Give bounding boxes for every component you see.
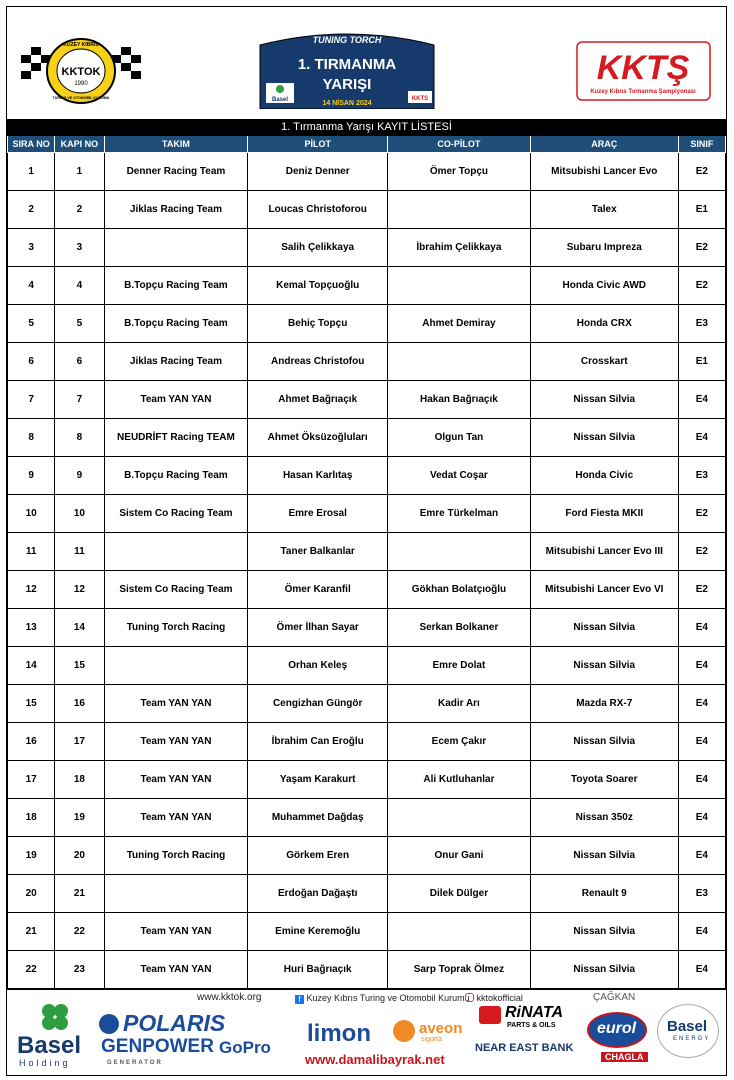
cell-sira: 8	[8, 418, 55, 456]
cell-copilot	[388, 532, 531, 570]
cell-arac: Nissan Silvia	[530, 950, 678, 988]
cell-arac: Nissan 350z	[530, 798, 678, 836]
cell-sinif: E4	[678, 380, 725, 418]
table-row	[8, 760, 726, 798]
sponsor-eurol: eurol	[597, 1020, 637, 1037]
facebook-text: Kuzey Kıbrıs Turing ve Otomobil Kurumu	[306, 993, 470, 1003]
cell-arac: Nissan Silvia	[530, 836, 678, 874]
table-row	[8, 950, 726, 988]
cell-arac: Mitsubishi Lancer Evo VI	[530, 570, 678, 608]
cell-sira: 6	[8, 342, 55, 380]
cell-pilot: Muhammet Dağdaş	[248, 798, 388, 836]
cell-sinif: E4	[678, 684, 725, 722]
cell-takim: Team YAN YAN	[104, 798, 248, 836]
event-title-line1: 1. TIRMANMA	[297, 56, 397, 73]
column-header-sinif: SINIF	[678, 136, 725, 152]
table-row	[8, 532, 726, 570]
cell-pilot: Huri Bağrıaçık	[248, 950, 388, 988]
table-row	[8, 456, 726, 494]
sponsor-neareast: NEAR EAST BANK	[475, 1042, 574, 1054]
cell-copilot: Olgun Tan	[388, 418, 531, 456]
sponsor-rinata-sub: PARTS & OILS	[507, 1022, 556, 1029]
cell-arac: Ford Fiesta MKII	[530, 494, 678, 532]
sponsor-basel-holding: Basel	[17, 1032, 82, 1059]
cell-kapi: 10	[55, 494, 104, 532]
cell-arac: Renault 9	[530, 874, 678, 912]
table-row	[8, 418, 726, 456]
cell-sira: 21	[8, 912, 55, 950]
cell-copilot: Ali Kutluhanlar	[388, 760, 531, 798]
cell-arac: Nissan Silvia	[530, 418, 678, 456]
table-row	[8, 912, 726, 950]
table-row	[8, 798, 726, 836]
cell-pilot: Loucas Christoforou	[248, 190, 388, 228]
table-row	[8, 152, 726, 190]
kkts-name: KKTŞ	[596, 49, 690, 87]
sponsor-gopro: GoPro	[219, 1038, 271, 1057]
cell-takim: Jiklas Racing Team	[104, 342, 248, 380]
cell-arac: Honda Civic AWD	[530, 266, 678, 304]
table-row	[8, 570, 726, 608]
column-header-pilot: PİLOT	[248, 136, 388, 152]
cell-kapi: 3	[55, 228, 104, 266]
cell-sinif: E4	[678, 608, 725, 646]
cell-sinif: E2	[678, 152, 725, 190]
cell-sira: 14	[8, 646, 55, 684]
cell-copilot: Vedat Coşar	[388, 456, 531, 494]
cell-arac: Mitsubishi Lancer Evo III	[530, 532, 678, 570]
cell-sinif: E2	[678, 570, 725, 608]
table-row	[8, 722, 726, 760]
cell-pilot: Andreas Christofou	[248, 342, 388, 380]
cell-kapi: 9	[55, 456, 104, 494]
cell-pilot: Kemal Topçuoğlu	[248, 266, 388, 304]
cell-takim: Denner Racing Team	[104, 152, 248, 190]
cell-copilot: Sarp Toprak Ölmez	[388, 950, 531, 988]
cell-sira: 22	[8, 950, 55, 988]
cell-sinif: E4	[678, 646, 725, 684]
cell-pilot: Ömer İlhan Sayar	[248, 608, 388, 646]
cell-sira: 12	[8, 570, 55, 608]
cell-kapi: 6	[55, 342, 104, 380]
cell-sinif: E4	[678, 836, 725, 874]
cell-pilot: Orhan Keleş	[248, 646, 388, 684]
cell-copilot: Hakan Bağrıaçık	[388, 380, 531, 418]
cell-takim: Team YAN YAN	[104, 912, 248, 950]
document-header	[7, 7, 726, 119]
event-brand: TUNING TORCH	[312, 35, 382, 45]
cell-copilot	[388, 266, 531, 304]
cell-pilot: Yaşam Karakurt	[248, 760, 388, 798]
cell-sinif: E4	[678, 760, 725, 798]
cell-sira: 3	[8, 228, 55, 266]
cell-arac: Crosskart	[530, 342, 678, 380]
cell-pilot: Ahmet Bağrıaçık	[248, 380, 388, 418]
cell-copilot: Emre Dolat	[388, 646, 531, 684]
cell-pilot: Erdoğan Dağaştı	[248, 874, 388, 912]
cell-arac: Honda Civic	[530, 456, 678, 494]
sponsor-chagla: CHAGLA	[601, 1052, 648, 1062]
cell-kapi: 11	[55, 532, 104, 570]
cell-takim: NEUDRİFT Racing TEAM	[104, 418, 248, 456]
entry-list-document	[6, 6, 727, 990]
cell-pilot: Hasan Karlıtaş	[248, 456, 388, 494]
cell-kapi: 23	[55, 950, 104, 988]
cell-sira: 4	[8, 266, 55, 304]
rinata-logo-icon	[479, 1006, 501, 1024]
clover-icon	[276, 85, 284, 93]
table-body	[8, 152, 726, 988]
sponsor-genpower: GENPOWER	[101, 1036, 214, 1057]
sponsor-basel-energy: Basel	[667, 1018, 708, 1035]
polaris-star-icon	[99, 1014, 119, 1034]
cell-sira: 19	[8, 836, 55, 874]
cell-takim: B.Topçu Racing Team	[104, 266, 248, 304]
sponsor-basel-energy-sub: ENERGY	[673, 1036, 711, 1042]
kktok-year: 1990	[74, 81, 88, 87]
cell-copilot	[388, 912, 531, 950]
cell-arac: Nissan Silvia	[530, 380, 678, 418]
cell-pilot: Taner Balkanlar	[248, 532, 388, 570]
table-row	[8, 304, 726, 342]
kktok-name: KKTOK	[61, 66, 101, 78]
basel-clover-icon	[35, 1002, 75, 1032]
table-row	[8, 266, 726, 304]
table-row	[8, 190, 726, 228]
cell-takim: Team YAN YAN	[104, 760, 248, 798]
cell-copilot: Kadir Arı	[388, 684, 531, 722]
kkts-logo	[576, 41, 711, 101]
cell-sinif: E4	[678, 912, 725, 950]
cell-takim: Jiklas Racing Team	[104, 190, 248, 228]
cell-kapi: 16	[55, 684, 104, 722]
cell-sira: 10	[8, 494, 55, 532]
cell-sinif: E4	[678, 798, 725, 836]
kkts-subtitle: Kuzey Kıbrıs Tırmanma Şampiyonası	[590, 89, 696, 95]
cell-copilot: Ecem Çakır	[388, 722, 531, 760]
cell-sira: 15	[8, 684, 55, 722]
cell-arac: Nissan Silvia	[530, 912, 678, 950]
cell-arac: Mitsubishi Lancer Evo	[530, 152, 678, 190]
cell-copilot: Serkan Bolkaner	[388, 608, 531, 646]
cell-kapi: 7	[55, 380, 104, 418]
cell-pilot: İbrahim Can Eroğlu	[248, 722, 388, 760]
table-row	[8, 874, 726, 912]
table-row	[8, 228, 726, 266]
cell-arac: Toyota Soarer	[530, 760, 678, 798]
event-badge: KKTS	[411, 96, 429, 102]
cell-sinif: E1	[678, 190, 725, 228]
event-date: 14 NİSAN 2024	[322, 100, 372, 107]
cell-sira: 13	[8, 608, 55, 646]
cell-kapi: 15	[55, 646, 104, 684]
cell-copilot: Ömer Topçu	[388, 152, 531, 190]
cell-takim	[104, 228, 248, 266]
column-header-takim: TAKIM	[104, 136, 248, 152]
facebook-icon: f	[295, 995, 304, 1004]
cell-takim: Sistem Co Racing Team	[104, 570, 248, 608]
cell-takim	[104, 646, 248, 684]
cell-arac: Nissan Silvia	[530, 608, 678, 646]
cell-kapi: 21	[55, 874, 104, 912]
cell-sira: 20	[8, 874, 55, 912]
cell-pilot: Ahmet Öksüzoğluları	[248, 418, 388, 456]
table-row	[8, 646, 726, 684]
sponsor-cagkan: ÇAĞKAN	[593, 992, 636, 1003]
cell-copilot	[388, 190, 531, 228]
cell-takim: Team YAN YAN	[104, 380, 248, 418]
aveon-logo-icon	[393, 1020, 415, 1042]
cell-kapi: 14	[55, 608, 104, 646]
cell-kapi: 8	[55, 418, 104, 456]
cell-kapi: 18	[55, 760, 104, 798]
kktok-top-text: KUZEY KIBRIS	[63, 42, 99, 48]
cell-pilot: Emine Keremoğlu	[248, 912, 388, 950]
cell-pilot: Cengizhan Güngör	[248, 684, 388, 722]
column-header-copilot: CO-PİLOT	[388, 136, 531, 152]
cell-sira: 16	[8, 722, 55, 760]
cell-takim: Team YAN YAN	[104, 950, 248, 988]
kktok-logo	[17, 33, 145, 105]
sponsor-basel-holding-sub: Holding	[19, 1058, 71, 1068]
cell-kapi: 2	[55, 190, 104, 228]
facebook-link[interactable]	[295, 993, 470, 1004]
cell-sira: 18	[8, 798, 55, 836]
cell-pilot: Ömer Karanfil	[248, 570, 388, 608]
cell-kapi: 4	[55, 266, 104, 304]
cell-sinif: E3	[678, 304, 725, 342]
cell-arac: Nissan Silvia	[530, 722, 678, 760]
cell-kapi: 1	[55, 152, 104, 190]
cell-sira: 9	[8, 456, 55, 494]
event-logo	[252, 25, 442, 109]
cell-takim	[104, 874, 248, 912]
sponsor-footer	[6, 990, 727, 1076]
cell-takim: B.Topçu Racing Team	[104, 456, 248, 494]
cell-pilot: Emre Erosal	[248, 494, 388, 532]
cell-sira: 1	[8, 152, 55, 190]
cell-takim	[104, 532, 248, 570]
table-row	[8, 380, 726, 418]
cell-arac: Talex	[530, 190, 678, 228]
cell-kapi: 5	[55, 304, 104, 342]
cell-pilot: Behiç Topçu	[248, 304, 388, 342]
cell-takim: Tuning Torch Racing	[104, 836, 248, 874]
sponsor-aveon-sub: sigorta	[421, 1036, 443, 1043]
sponsor-aveon: aveon	[419, 1020, 463, 1037]
cell-takim: Team YAN YAN	[104, 684, 248, 722]
cell-copilot: Ahmet Demiray	[388, 304, 531, 342]
entry-table	[7, 136, 726, 989]
cell-takim: B.Topçu Racing Team	[104, 304, 248, 342]
column-header-sira: SIRA NO	[8, 136, 55, 152]
cell-sira: 7	[8, 380, 55, 418]
cell-kapi: 19	[55, 798, 104, 836]
cell-sinif: E2	[678, 266, 725, 304]
cell-copilot	[388, 798, 531, 836]
cell-sira: 11	[8, 532, 55, 570]
cell-takim: Team YAN YAN	[104, 722, 248, 760]
cell-takim: Sistem Co Racing Team	[104, 494, 248, 532]
cell-copilot: Gökhan Bolatçıoğlu	[388, 570, 531, 608]
cell-arac: Mazda RX-7	[530, 684, 678, 722]
table-row	[8, 684, 726, 722]
sponsor-polaris: POLARIS	[123, 1010, 226, 1036]
cell-kapi: 20	[55, 836, 104, 874]
table-row	[8, 836, 726, 874]
column-header-arac: ARAÇ	[530, 136, 678, 152]
cell-copilot: İbrahim Çelikkaya	[388, 228, 531, 266]
instagram-text: kktokofficial	[476, 993, 523, 1003]
table-row	[8, 342, 726, 380]
instagram-link[interactable]	[465, 993, 523, 1003]
list-title: 1. Tırmanma Yarışı KAYIT LİSTESİ	[7, 119, 726, 136]
sponsor-limon: limon	[307, 1020, 371, 1047]
cell-sira: 17	[8, 760, 55, 798]
cell-sira: 5	[8, 304, 55, 342]
kktok-bottom-text: TURİNG VE OTOMOBİL KURUMU	[52, 96, 110, 100]
cell-copilot: Onur Gani	[388, 836, 531, 874]
cell-sinif: E4	[678, 722, 725, 760]
column-header-kapi: KAPI NO	[55, 136, 104, 152]
cell-sinif: E1	[678, 342, 725, 380]
sponsor-rinata: RiNATA	[505, 1004, 564, 1021]
cell-sinif: E2	[678, 228, 725, 266]
cell-kapi: 12	[55, 570, 104, 608]
cell-pilot: Salih Çelikkaya	[248, 228, 388, 266]
table-row	[8, 494, 726, 532]
cell-copilot: Emre Türkelman	[388, 494, 531, 532]
cell-sira: 2	[8, 190, 55, 228]
cell-pilot: Görkem Eren	[248, 836, 388, 874]
cell-kapi: 17	[55, 722, 104, 760]
table-row	[8, 608, 726, 646]
cell-pilot: Deniz Denner	[248, 152, 388, 190]
cell-arac: Subaru Impreza	[530, 228, 678, 266]
sponsor-genpower-sub: GENERATOR	[107, 1060, 163, 1066]
instagram-icon	[465, 993, 474, 1002]
cell-arac: Honda CRX	[530, 304, 678, 342]
cell-copilot: Dilek Dülger	[388, 874, 531, 912]
cell-arac: Nissan Silvia	[530, 646, 678, 684]
event-sponsor: Basel	[271, 97, 289, 103]
cell-takim: Tuning Torch Racing	[104, 608, 248, 646]
website-text: www.kktok.org	[197, 992, 262, 1003]
cell-sinif: E2	[678, 494, 725, 532]
cell-kapi: 22	[55, 912, 104, 950]
damalibayrak-url: www.damalibayrak.net	[305, 1052, 445, 1067]
cell-sinif: E2	[678, 532, 725, 570]
cell-sinif: E3	[678, 456, 725, 494]
cell-copilot	[388, 342, 531, 380]
cell-sinif: E4	[678, 950, 725, 988]
cell-sinif: E3	[678, 874, 725, 912]
table-header-row	[8, 136, 726, 152]
event-title-line2: YARIŞI	[322, 76, 372, 93]
cell-sinif: E4	[678, 418, 725, 456]
